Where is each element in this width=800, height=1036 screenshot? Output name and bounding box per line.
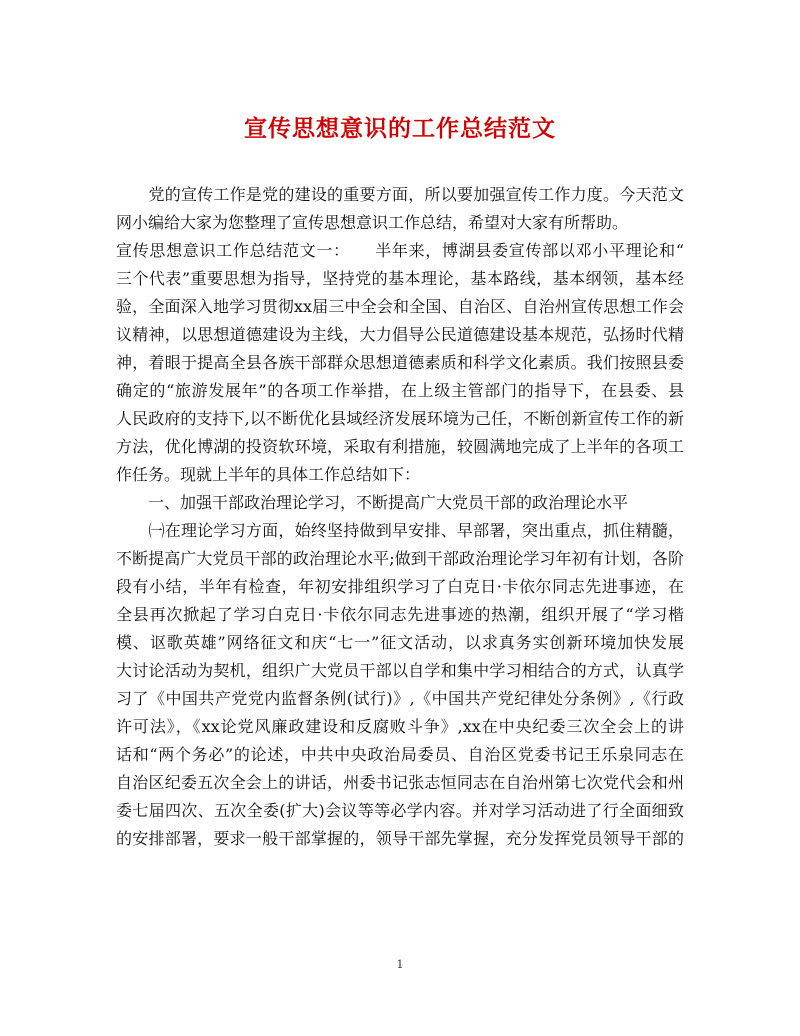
body-line: 委七届四次、五次全委(扩大)会议等等必学内容。并对学习活动进了行全面细致 (116, 801, 684, 820)
section-heading: 一、加强干部政治理论学习，不断提高广大党员干部的政治理论水平 (116, 493, 629, 512)
body-line: 许可法》，《xx论党风廉政建设和反腐败斗争》,xx在中央纪委三次全会上的讲 (116, 717, 684, 736)
document-title: 宣传思想意识的工作总结范文 (244, 115, 556, 142)
document-body (116, 181, 684, 853)
body-line: 全县再次掀起了学习白克日·卡依尔同志先进事迹的热潮，组织开展了“学习楷 (116, 605, 684, 624)
body-line: 三个代表”重要思想为指导，坚持党的基本理论，基本路线，基本纲领，基本经 (116, 269, 684, 288)
body-line: 模、讴歌英雄”网络征文和庆“七一”征文活动，以求真务实创新环境加快发展 (116, 633, 684, 652)
body-line: 人民政府的支持下,以不断优化县域经济发展环境为己任，不断创新宣传工作的新 (116, 409, 684, 428)
body-line: 验，全面深入地学习贯彻xx届三中全会和全国、自治区、自治州宣传思想工作会 (116, 297, 684, 316)
body-line: 大讨论活动为契机，组织广大党员干部以自学和集中学习相结合的方式，认真学 (116, 661, 684, 680)
body-line: 话和“两个务必”的论述，中共中央政治局委员、自治区党委书记王乐泉同志在 (116, 745, 684, 764)
body-line: 的安排部署，要求一般干部掌握的，领导干部先掌握，充分发挥党员领导干部的 (116, 829, 684, 848)
body-line: 宣传思想意识工作总结范文一： 半年来，博湖县委宣传部以邓小平理论和“ (116, 241, 684, 260)
body-line: ㈠在理论学习方面，始终坚持做到早安排、早部署，突出重点，抓住精髓， (116, 521, 684, 540)
body-line: 确定的“旅游发展年”的各项工作举措，在上级主管部门的指导下，在县委、县 (116, 381, 684, 400)
page-number: 1 (396, 958, 404, 971)
body-line: 网小编给大家为您整理了宣传思想意识工作总结，希望对大家有所帮助。 (116, 213, 629, 232)
body-line: 方法，优化博湖的投资软环境，采取有利措施，较圆满地完成了上半年的各项工 (116, 437, 684, 456)
body-line: 议精神，以思想道德建设为主线，大力倡导公民道德建设基本规范，弘扬时代精 (116, 325, 684, 344)
body-line: 神，着眼于提高全县各族干部群众思想道德素质和科学文化素质。我们按照县委 (116, 353, 684, 372)
body-line: 习了《中国共产党党内监督条例(试行)》,《中国共产党纪律处分条例》,《行政 (116, 689, 684, 708)
body-line: 不断提高广大党员干部的政治理论水平;做到干部政治理论学习年初有计划，各阶 (116, 549, 684, 568)
body-line: 段有小结，半年有检查，年初安排组织学习了白克日·卡依尔同志先进事迹，在 (116, 577, 684, 596)
body-line: 自治区纪委五次全会上的讲话，州委书记张志恒同志在自治州第七次党代会和州 (116, 773, 684, 792)
body-line: 作任务。现就上半年的具体工作总结如下： (116, 465, 421, 484)
body-line: 党的宣传工作是党的建设的重要方面，所以要加强宣传工作力度。今天范文 (116, 185, 684, 204)
